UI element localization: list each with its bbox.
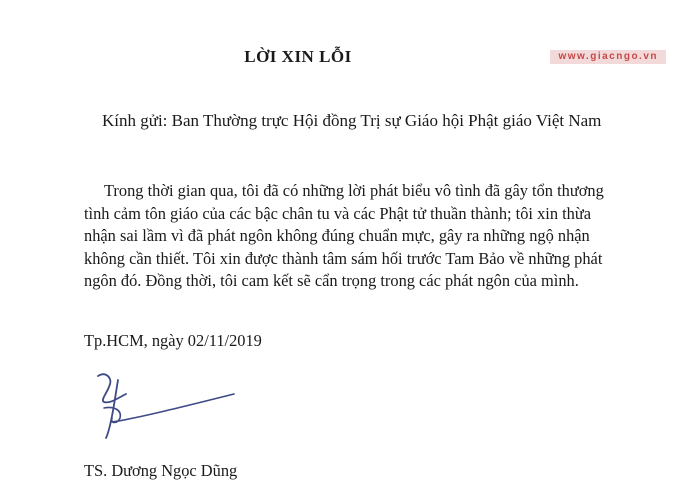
letter-title: LỜI XIN LỖI: [244, 47, 352, 66]
body-line: tình cảm tôn giáo của các bậc chân tu và các Phật tử thuần thành; tôi xin thừa: [84, 203, 592, 223]
body-line: nhận sai lầm vì đã phát ngôn không đúng chuẩn mực, gây ra những ngộ nhận: [84, 226, 590, 245]
body-line: ngôn đó. Đồng thời, tôi cam kết sẽ cẩn trọng trong các phát ngôn của mình.: [84, 271, 579, 290]
signature-mark: [88, 372, 238, 442]
letter-body: [84, 180, 604, 293]
body-line: Trong thời gian qua, tôi đã có những lời phát biểu vô tình đã gây tổn thương: [104, 181, 604, 200]
watermark: www.giacngo.vn: [550, 50, 666, 64]
salutation: Kính gửi: Ban Thường trực Hội đồng Trị sự Giáo hội Phật giáo Việt Nam: [102, 111, 602, 130]
body-line: không cần thiết. Tôi xin được thành tâm sám hối trước Tam Bảo về những phát: [84, 248, 603, 268]
date-line: Tp.HCM, ngày 02/11/2019: [84, 331, 262, 350]
signer-name: TS. Dương Ngọc Dũng: [84, 461, 238, 480]
signature-stroke: [98, 374, 126, 402]
signature-stroke: [112, 394, 234, 422]
